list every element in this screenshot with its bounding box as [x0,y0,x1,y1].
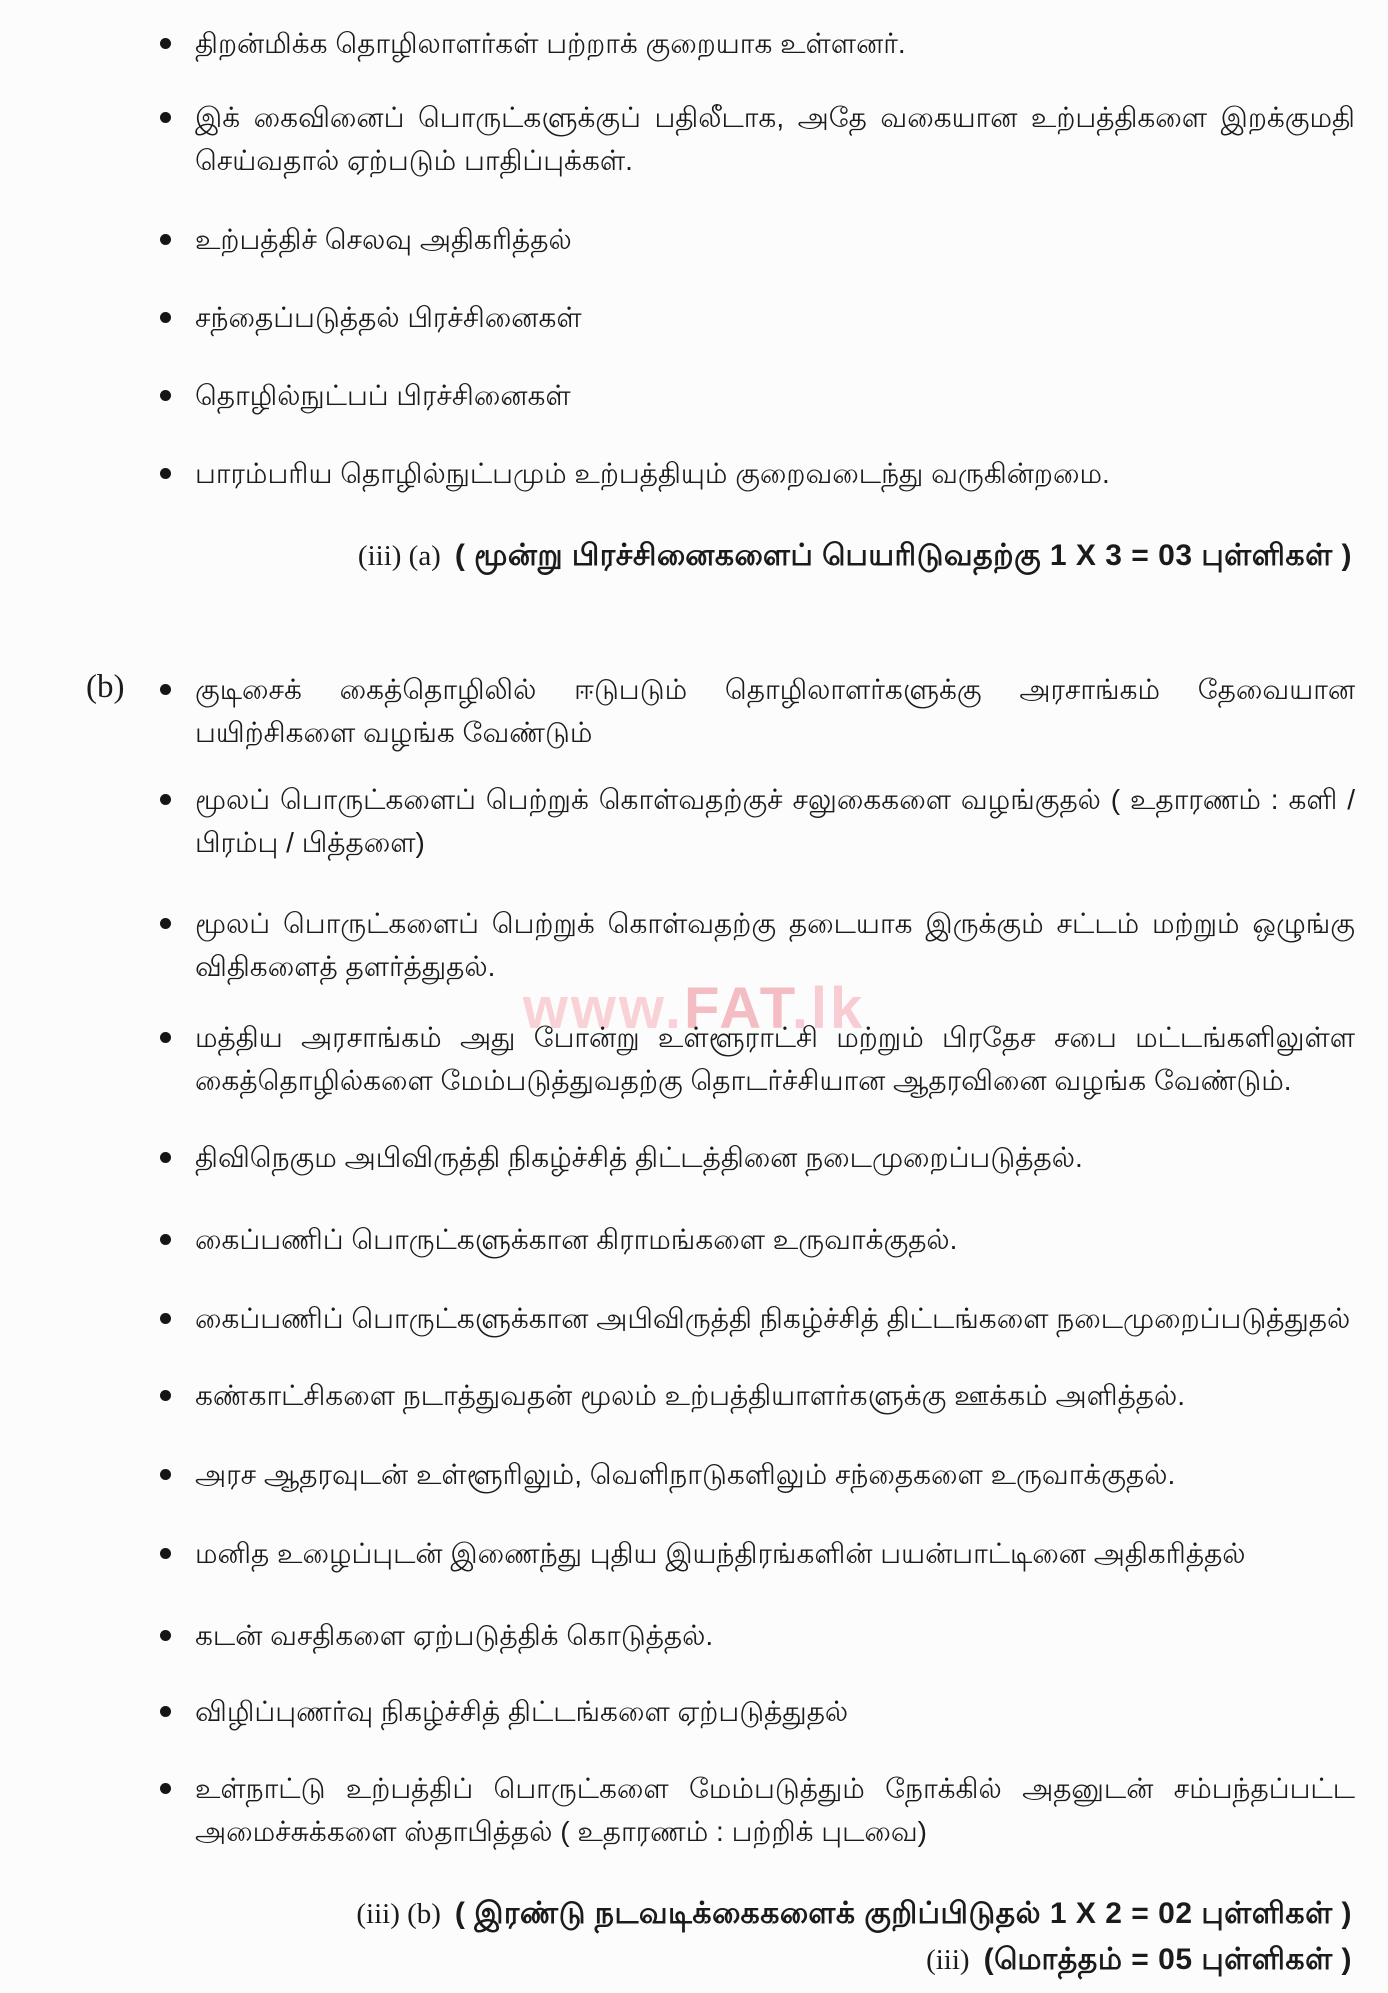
bullet-text: கைப்பணிப் பொருட்களுக்கான அபிவிருத்தி நிகழ்ச்சித் திட்டங்களை நடைமுறைப்படுத்துதல் [195,1303,1351,1334]
bullet-icon [160,1234,171,1245]
bullet-icon [160,1390,171,1401]
bullet-icon [160,1469,171,1480]
list-item [160,452,1355,495]
bullet-icon [160,390,171,401]
bullet-text: இக் கைவினைப் பொருட்களுக்குப் பதிலீடாக, அதே வகையான உற்பத்திகளை இறக்குமதி செய்வதால் ஏற்படும் பாதிப்புக்கள். [195,102,1355,176]
bullet-text: மனித உழைப்புடன் இணைந்து புதிய இயந்திரங்களின் பயன்பாட்டினை அதிகரித்தல் [195,1538,1246,1569]
list-item [160,668,1355,754]
bullet-icon [160,1706,171,1717]
bullet-icon [160,1783,171,1794]
list-item [160,1532,1355,1575]
watermark-part-www: www. [522,976,684,1041]
list-item [160,296,1355,339]
list-item [160,1016,1355,1102]
marks-prefix: (iii) (b) [356,1898,441,1930]
bullet-text: உற்பத்திச் செலவு அதிகரித்தல் [195,224,572,255]
list-item [160,1136,1355,1179]
list-item [160,1690,1355,1733]
list-item [160,96,1355,182]
bullet-icon [160,1548,171,1559]
list-item [160,22,1355,65]
list-item [160,1453,1355,1496]
marks-prefix: (iii) (a) [357,540,441,572]
bullet-text: பாரம்பரிய தொழில்நுட்பமும் உற்பத்தியும் குறைவடைந்து வருகின்றமை. [195,458,1110,489]
bullet-text: மத்திய அரசாங்கம் அது போன்று உள்ளூராட்சி மற்றும் பிரதேச சபை மட்டங்களிலுள்ள கைத்தொழில்களை மேம்படுத்துவதற்கு தொடர்ச்சியான ஆதரவினை வழங்க வேண்டும். [195,1022,1355,1096]
watermark-part-fat: FAT [684,976,792,1041]
list-item [160,1614,1355,1657]
list-item [160,374,1355,417]
watermark-part-lk: .lk [791,976,866,1041]
bullet-text: உள்நாட்டு உற்பத்திப் பொருட்களை மேம்படுத்தும் நோக்கில் அதனுடன் சம்பந்தப்பட்ட அமைச்சுக்களை ஸ்தாபித்தல் ( உதாரணம் : பற்றிக் புடவை) [195,1773,1355,1847]
list-item [160,778,1355,864]
bullet-text: திவிநெகும அபிவிருத்தி நிகழ்ச்சித் திட்டத்தினை நடைமுறைப்படுத்தல். [195,1142,1083,1173]
bullet-text: கண்காட்சிகளை நடாத்துவதன் மூலம் உற்பத்தியாளர்களுக்கு ஊக்கம் அளித்தல். [195,1380,1186,1411]
bullet-icon [160,794,171,805]
bullet-text: மூலப் பொருட்களைப் பெற்றுக் கொள்வதற்குச் சலுகைகளை வழங்குதல் ( உதாரணம் : களி / பிரம்பு / பித்தளை) [195,784,1355,858]
marks-prefix: (iii) [926,1944,970,1976]
bullet-icon [160,234,171,245]
bullet-text: கடன் வசதிகளை ஏற்படுத்திக் கொடுத்தல். [195,1620,714,1651]
marks-text: ( இரண்டு நடவடிக்கைகளைக் குறிப்பிடுதல் 1 X 2 = 02 புள்ளிகள் ) [454,1897,1352,1930]
list-item [160,1297,1355,1340]
bullet-icon [160,1630,171,1641]
marks-line-a [120,532,1352,585]
marks-text: (மொத்தம் = 05 புள்ளிகள் ) [983,1943,1352,1976]
bullet-text: கைப்பணிப் பொருட்களுக்கான கிராமங்களை உருவாக்குதல். [195,1224,958,1255]
bullet-icon [160,312,171,323]
bullet-icon [160,918,171,929]
bullet-text: குடிசைக் கைத்தொழிலில் ஈடுபடும் தொழிலாளர்களுக்கு அரசாங்கம் தேவையான பயிற்சிகளை வழங்க வேண்டும் [195,674,1355,748]
bullet-text: தொழில்நுட்பப் பிரச்சினைகள் [195,380,571,411]
bullet-icon [160,468,171,479]
marks-text: ( மூன்று பிரச்சினைகளைப் பெயரிடுவதற்கு 1 X 3 = 03 புள்ளிகள் ) [454,539,1352,572]
bullet-text: விழிப்புணர்வு நிகழ்ச்சித் திட்டங்களை ஏற்படுத்துதல் [195,1696,849,1727]
bullet-icon [160,1313,171,1324]
list-item [160,902,1355,988]
bullet-text: மூலப் பொருட்களைப் பெற்றுக் கொள்வதற்கு தடையாக இருக்கும் சட்டம் மற்றும் ஒழுங்கு விதிகளைத் தளர்த்துதல். [195,908,1355,982]
bullet-icon [160,684,171,695]
list-item [160,1218,1355,1261]
section-b-label: (b) [86,669,125,705]
list-item [160,1767,1355,1853]
bullet-icon [160,38,171,49]
bullet-text: திறன்மிக்க தொழிலாளர்கள் பற்றாக் குறையாக உள்ளனர். [195,28,906,59]
list-item [160,1374,1355,1417]
bullet-icon [160,1032,171,1043]
bullet-icon [160,1152,171,1163]
list-item [160,218,1355,261]
bullet-text: அரச ஆதரவுடன் உள்ளூரிலும், வெளிநாடுகளிலும் சந்தைகளை உருவாக்குதல். [195,1459,1176,1490]
bullet-text: சந்தைப்படுத்தல் பிரச்சினைகள் [195,302,582,333]
bullet-icon [160,112,171,123]
marks-line-total [120,1936,1352,1989]
